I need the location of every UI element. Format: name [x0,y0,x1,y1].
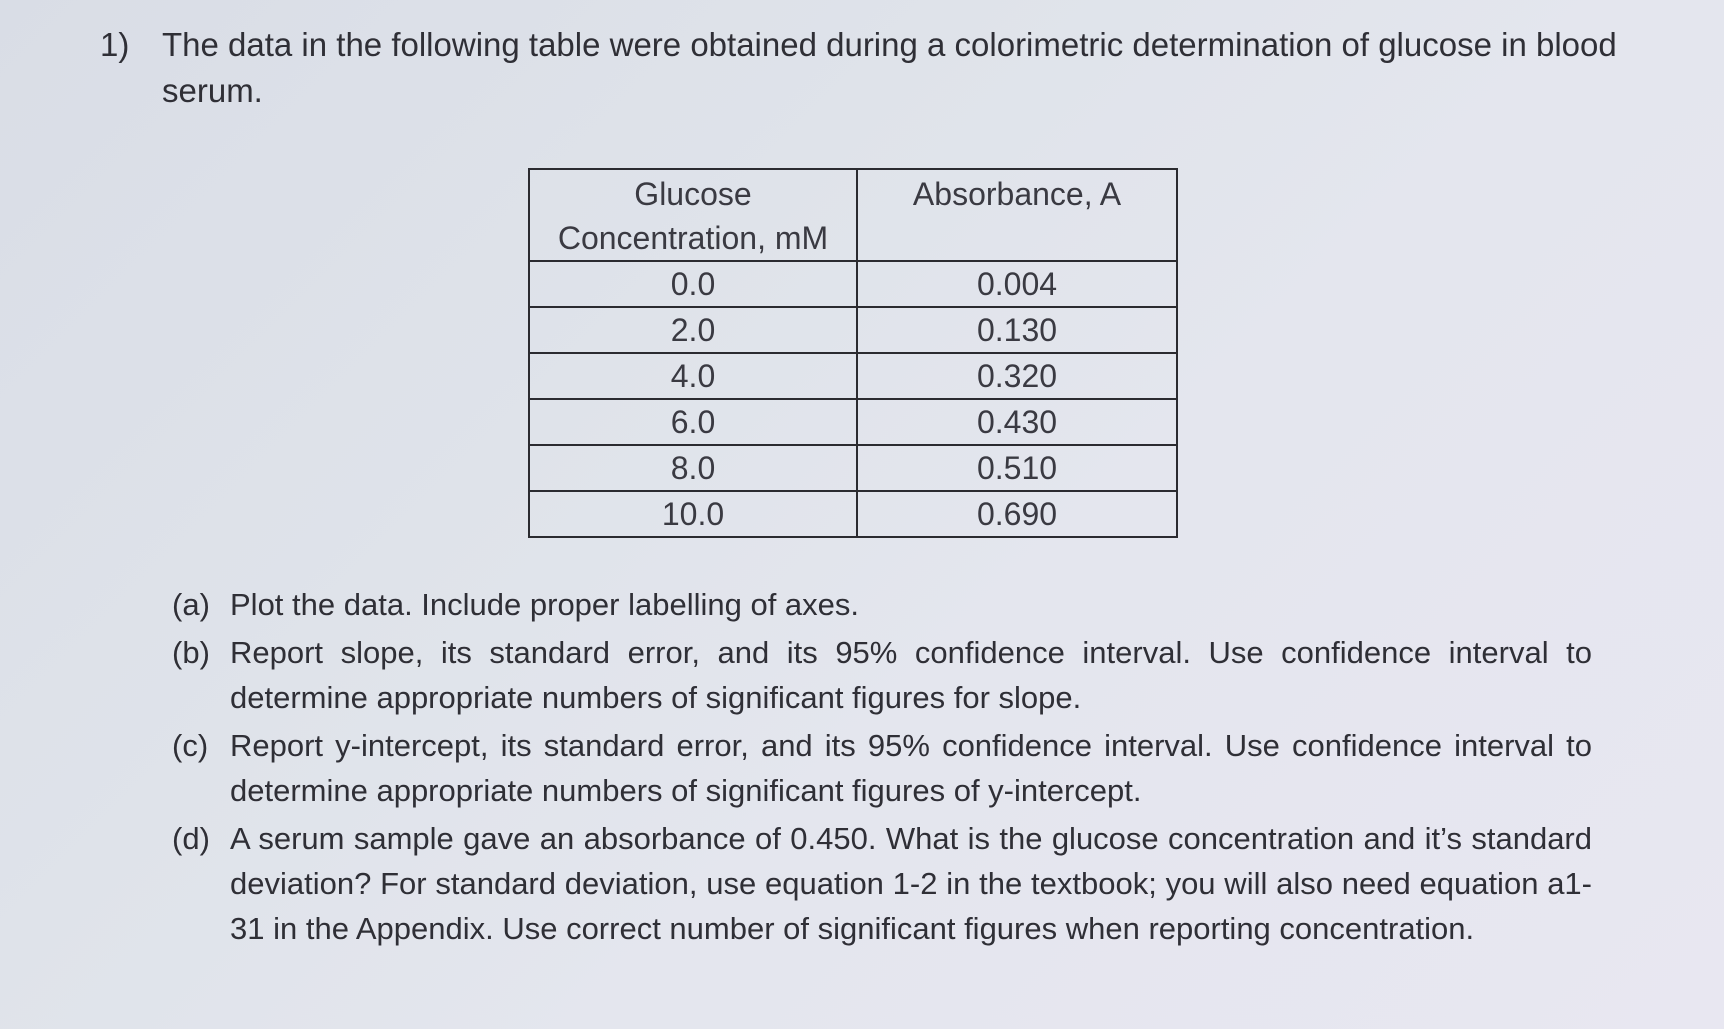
part-label: (b) [172,635,210,670]
cell-concentration: 2.0 [529,307,857,353]
question-parts-list [172,582,1592,954]
cell-absorbance: 0.320 [857,353,1177,399]
question-text: The data in the following table were obtained during a colorimetric determination of glucose in blood serum. [162,26,1617,109]
cell-concentration: 4.0 [529,353,857,399]
table-row [529,491,1177,537]
table-row [529,261,1177,307]
cell-absorbance: 0.430 [857,399,1177,445]
part-text: Report slope, its standard error, and its 95% confidence interval. Use confidence interval to determine appropriate numbers of significant figures for slope. [230,635,1592,715]
part-text: Plot the data. Include proper labelling of axes. [230,587,860,622]
table-row [529,445,1177,491]
cell-concentration: 10.0 [529,491,857,537]
header-glucose-concentration: Glucose Concentration, mM [529,169,857,261]
cell-absorbance: 0.130 [857,307,1177,353]
table-row [529,399,1177,445]
part-label: (d) [172,821,210,856]
part-text: Report y-intercept, its standard error, and its 95% confidence interval. Use confidence interval to determine appropriate numbers of significant figures of y-intercept. [230,728,1592,808]
table-header-row [529,169,1177,261]
table-row [529,307,1177,353]
part-b [172,630,1592,720]
part-a [172,582,1592,627]
cell-absorbance: 0.004 [857,261,1177,307]
cell-absorbance: 0.510 [857,445,1177,491]
header-absorbance: Absorbance, A [857,169,1177,261]
cell-absorbance: 0.690 [857,491,1177,537]
part-c [172,723,1592,813]
part-text: A serum sample gave an absorbance of 0.450. What is the glucose concentration and it’s standard deviation? For standard deviation, use equation 1-2 in the textbook; you will also need equation a1-31 in the Appendix. Use correct number of significant figures when reporting concentration. [230,821,1592,946]
cell-concentration: 0.0 [529,261,857,307]
part-label: (c) [172,728,209,763]
table-row [529,353,1177,399]
question-number: 1) [100,26,130,63]
part-d [172,816,1592,951]
cell-concentration: 6.0 [529,399,857,445]
glucose-data-table [528,168,1178,538]
cell-concentration: 8.0 [529,445,857,491]
part-label: (a) [172,587,210,622]
